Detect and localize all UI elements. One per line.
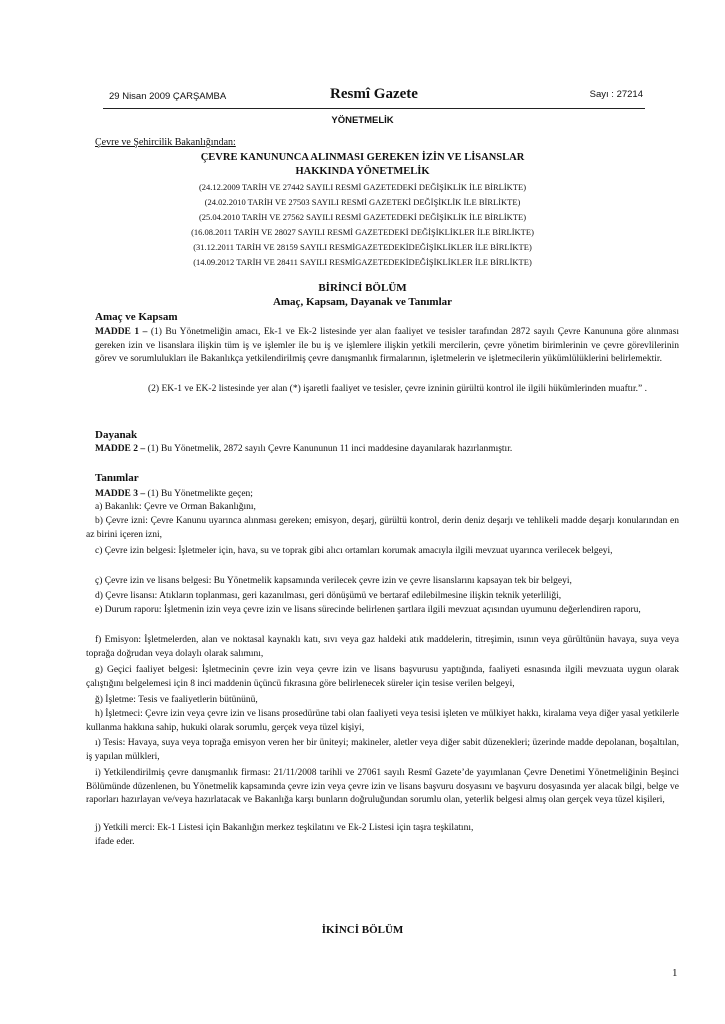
chapter-1-subtitle: Amaç, Kapsam, Dayanak ve Tanımlar (272, 296, 453, 308)
definition-c-cedilla: ç) Çevre izin ve lisans belgesi: Bu Yönetmelik kapsamında verilecek çevre izin ve çevre lisanslarını kapsayan tek bir belgeyi, (95, 576, 572, 586)
definition-d: d) Çevre lisansı: Atıkların toplanması, geri kazanılması, geri dönüşümü ve bertaraf edilebilmesine ilişkin teknik yeterliliği, (95, 591, 562, 601)
definitions-closing: ifade eder. (95, 837, 135, 847)
amendment-note-2: (24.02.2010 TARİH VE 27503 SAYILI RESMİ GAZETEKİ DEĞİŞİKLİK İLE BİRLİKTE) (204, 197, 521, 207)
definition-e: e) Durum raporu: İşletmenin izin veya çevre izin ve lisans sürecinde belirlenen şartlara ilgili mevzuat açısından uyumunu değerlendiren raporu, (95, 605, 641, 615)
document-type: YÖNETMELİK (331, 115, 394, 126)
amendment-note-3: (25.04.2010 TARİH VE 27562 SAYILI RESMİ GAZETEDEKİ DEĞİŞİKLİK İLE BİRLİKTE) (198, 212, 527, 222)
header-title: Resmî Gazete (330, 86, 418, 102)
page-number: 1 (672, 967, 678, 979)
definition-g-breve: ğ) İşletme: Tesis ve faaliyetlerin bütününü, (95, 695, 258, 705)
header-issue-number: Sayı : 27214 (589, 89, 643, 100)
section-heading-dayanak: Dayanak (95, 429, 138, 441)
article-1-text: (1) Bu Yönetmeliğin amacı, Ek-1 ve Ek-2 listesinde yer alan faaliyet ve tesisler tarafından 2872 sayılı Çevre Kanununa göre alınması gereken izin ve lisanslara ilişkin tüm iş ve işlemler ile bu iş ve işlemlere ilişkin yetkili mercilerin, çevre yönetim birimlerinin ve çevre görevlilerinin görev ve sorumlulukları ile Bakanlıkça yetkilendirilmiş çevre danışmanlık firmalarının, işletmelerin ve işletmecilerin yükümlülüklerini belirlemektir. (95, 327, 679, 364)
section-heading-tanimlar: Tanımlar (95, 472, 139, 484)
definition-b: b) Çevre izni: Çevre Kanunu uyarınca alınması gereken; emisyon, deşarj, gürültü kontrol, derin deniz deşarjı ve tehlikeli madde deşarjı konularından en az birini içeren izni, (86, 516, 679, 540)
definition-h: h) İşletmeci: Çevre izin veya çevre izin ve lisans prosedürüne tabi olan faaliyeti veya tesisi işleten ve mülkiyet hakkı, kiralama veya diğer yasal yetkilerle kullanma hakkına sahip, hukuki olarak sorumlu, gerçek veya tüzel kişiyi, (86, 709, 679, 733)
amendment-note-6: (14.09.2012 TARİH VE 28411 SAYILI RESMİGAZETEDEKİDEĞİŞİKLİKLER İLE BİRLİKTE) (193, 257, 532, 267)
definition-c: c) Çevre izin belgesi: İşletmeler için, hava, su ve toprak gibi alıcı ortamları korumak amacıyla ilgili mevzuat uyarınca verilecek belgeyi, (95, 546, 613, 556)
definition-i: i) Yetkilendirilmiş çevre danışmanlık firması: 21/11/2008 tarihli ve 27061 sayılı Resmî Gazete’de yayımlanan Çevre Denetimi Yönetmeliğinin Beşinci Bölümünde düzenlenen, bu Yönetmelik kapsamında çevre izin veya çevre izin ve lisans başvuru dosyasını ve başvuru dosyasında yer alacak bilgi, belge ve raporları hazırlayan ve/veya hazırlatacak ve Bakanlığa karşı bunların doğruluğundan sorumlu olan, yeterlik belgesi almış olan gerçek veya tüzel kişileri, (86, 768, 679, 805)
article-1-paragraph-1 (95, 326, 679, 367)
issuing-ministry: Çevre ve Şehircilik Bakanlığından: (95, 137, 236, 148)
article-2-paragraph-1 (95, 443, 679, 457)
article-3-label: MADDE 3 – (95, 489, 146, 499)
article-1-label: MADDE 1 – (95, 327, 148, 337)
article-1-paragraph-2: (2) EK-1 ve EK-2 listesinde yer alan (*) işaretli faaliyet ve tesisler, çevre izninin gürültü kontrol ile ilgili hükümlerinden muaftır.” . (148, 384, 648, 394)
definition-g: g) Geçici faaliyet belgesi: İşletmecinin çevre izin veya çevre izin ve lisans başvurusu yaptığında, faaliyeti esnasında ilgili mevzuata uygun olarak çalıştığını belgelemesi için 8 inci maddenin üçüncü fıkrasına göre belirlenecek süreler için tesise verilen belgeyi, (86, 665, 679, 689)
definition-j: j) Yetkili merci: Ek-1 Listesi için Bakanlığın merkez teşkilatını ve Ek-2 Listesi için taşra teşkilatını, (95, 823, 474, 833)
regulation-title-line-2: HAKKINDA YÖNETMELİK (295, 166, 430, 177)
definition-f: f) Emisyon: İşletmelerden, alan ve noktasal kaynaklı katı, sıvı veya gaz haldeki atık maddelerin, titreşimin, ısının veya gürültünün havaya, suya veya toprağa doğrudan veya dolaylı olarak salımını, (86, 635, 679, 659)
article-2-text: (1) Bu Yönetmelik, 2872 sayılı Çevre Kanununun 11 inci maddesine dayanılarak hazırlanmıştır. (145, 444, 513, 454)
amendment-note-1: (24.12.2009 TARİH VE 27442 SAYILI RESMİ GAZETEDEKİ DEĞİŞİKLİK İLE BİRLİKTE) (198, 182, 527, 192)
definition-dotless-i: ı) Tesis: Havaya, suya veya toprağa emisyon veren her bir üniteyi; makineler, aletler veya diğer sabit düzenekleri; üzerinde madde depolanan, boşaltılan, iş yapılan mülkleri, (86, 738, 679, 762)
amendment-note-4: (16.08.2011 TARİH VE 28027 SAYILI RESMİ GAZETEDEKİ DEĞİŞİKLİKLER İLE BİRLİKTE) (191, 227, 534, 237)
definition-a: a) Bakanlık: Çevre ve Orman Bakanlığını, (95, 502, 256, 512)
chapter-2-label: İKİNCİ BÖLÜM (321, 924, 404, 936)
article-3-intro (95, 488, 679, 502)
article-3-intro-text: (1) Bu Yönetmelikte geçen; (145, 489, 253, 499)
chapter-1-label: BİRİNCİ BÖLÜM (318, 282, 407, 294)
section-heading-amac: Amaç ve Kapsam (95, 311, 178, 323)
regulation-title-line-1: ÇEVRE KANUNUNCA ALINMASI GEREKEN İZİN VE LİSANSLAR (200, 152, 525, 163)
header-date: 29 Nisan 2009 ÇARŞAMBA (109, 91, 227, 102)
article-2-label: MADDE 2 – (95, 444, 146, 454)
amendment-note-5: (31.12.2011 TARİH VE 28159 SAYILI RESMİGAZETEDEKİDEĞİŞİKLİKLER İLE BİRLİKTE) (193, 242, 532, 252)
gazette-header (103, 86, 645, 109)
